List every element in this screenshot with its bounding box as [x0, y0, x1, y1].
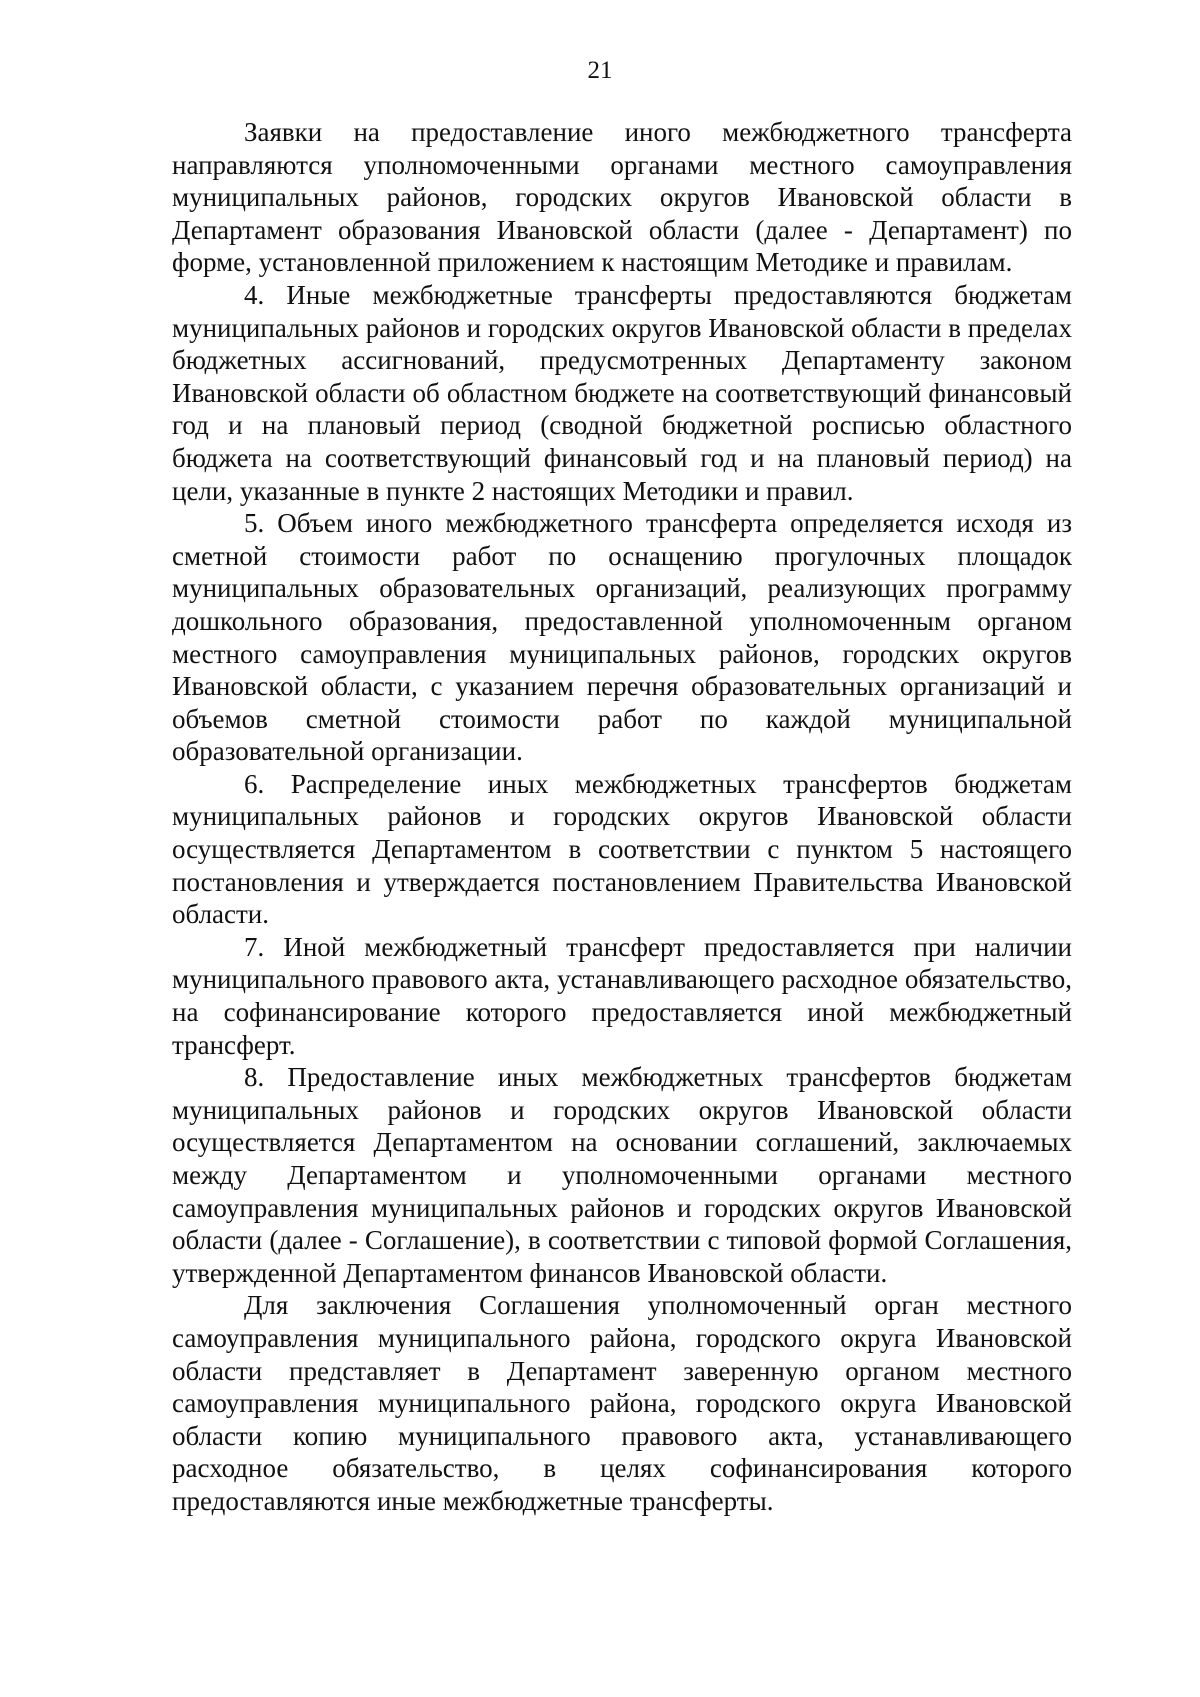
- paragraph-agreement: Для заключения Соглашения уполномоченный орган местного самоуправления муниципального района, городского округа Ивановской области представляет в Департамент заверенную органом местного самоуправления муниципального района, городского округа Ивановской области копию муниципального правового акта, устанавливающего расходное обязательство, в целях софинансирования которого предоставляются иные межбюджетные трансферты.: [172, 1290, 1072, 1516]
- paragraph-applications: Заявки на предоставление иного межбюджетного трансферта направляются уполномоченными органами местного самоуправления муниципальных районов, городских округов Ивановской области в Департамент образования Ивановской области (далее - Департамент) по форме, установленной приложением к настоящим Методике и правилам.: [172, 117, 1072, 278]
- document-body: [172, 116, 1072, 1518]
- paragraph-item-5: 5. Объем иного межбюджетного трансферта определяется исходя из сметной стоимости работ по оснащению прогулочных площадок муниципальных образовательных организаций, реализующих программу дошкольного образования, предоставленной уполномоченным органом местного самоуправления муниципальных районов, городских округов Ивановской области, с указанием перечня образовательных организаций и объемов сметной стоимости работ по каждой муниципальной образовательной организации.: [172, 508, 1072, 767]
- page-number: 21: [587, 57, 613, 84]
- paragraph-item-8: 8. Предоставление иных межбюджетных трансфертов бюджетам муниципальных районов и городских округов Ивановской области осуществляется Департаментом на основании соглашений, заключаемых между Департаментом и уполномоченными органами местного самоуправления муниципальных районов и городских округов Ивановской области (далее - Соглашение), в соответствии с типовой формой Соглашения, утвержденной Департаментом финансов Ивановской области.: [172, 1062, 1072, 1288]
- paragraph-item-7: 7. Иной межбюджетный трансферт предоставляется при наличии муниципального правового акта, устанавливающего расходное обязательство, на софинансирование которого предоставляется иной межбюджетный трансферт.: [172, 931, 1072, 1060]
- paragraph-item-4: 4. Иные межбюджетные трансферты предоставляются бюджетам муниципальных районов и городских округов Ивановской области в пределах бюджетных ассигнований, предусмотренных Департаменту законом Ивановской области об областном бюджете на соответствующий финансовый год и на плановый период (сводной бюджетной росписью областного бюджета на соответствующий финансовый год и на плановый период) на цели, указанные в пункте 2 настоящих Методики и правил.: [172, 279, 1072, 506]
- paragraph-item-6: 6. Распределение иных межбюджетных трансфертов бюджетам муниципальных районов и городских округов Ивановской области осуществляется Департаментом в соответствии с пунктом 5 настоящего постановления и утверждается постановлением Правительства Ивановской области.: [172, 768, 1072, 930]
